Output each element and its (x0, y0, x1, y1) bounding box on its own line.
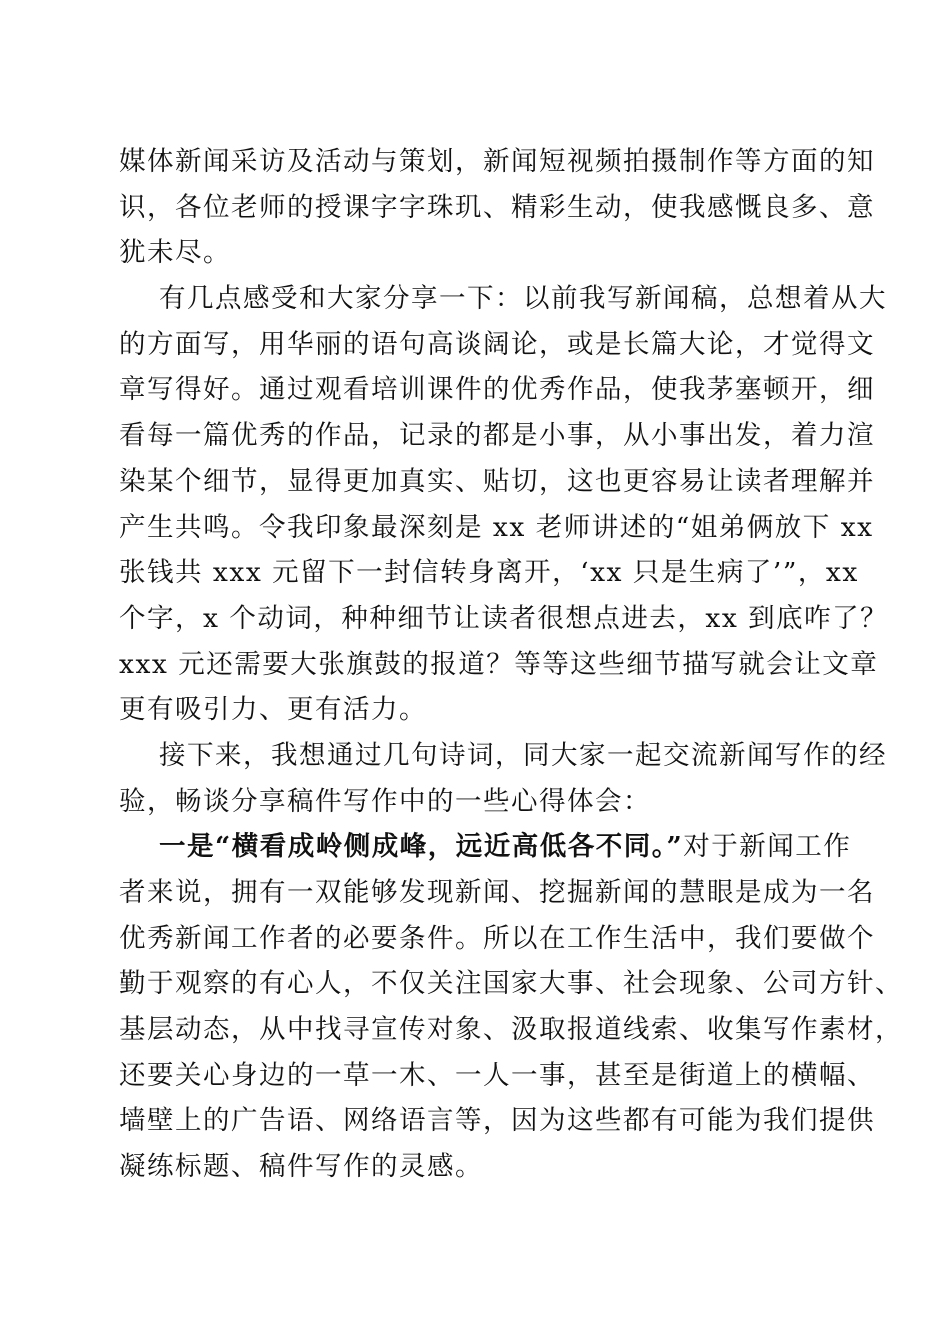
section-heading-bold: 一是“横看成岭侧成峰，远近高低各不同。” (159, 831, 684, 863)
paragraph-start-line: 接下来，我想通过几句诗词，同大家一起交流新闻写作的经 (159, 739, 887, 771)
text-line: 的方面写，用华丽的语句高谈阔论，或是长篇大论，才觉得文 (119, 328, 875, 360)
section-heading-rest: 对于新闻工作 (683, 831, 852, 863)
text-line: 张钱共 xxx 元留下一封信转身离开，‘xx 只是生病了’”，xx (119, 557, 859, 589)
text-line: 更有吸引力、更有活力。 (119, 694, 427, 726)
text-line: 章写得好。通过观看培训课件的优秀作品，使我茅塞顿开，细 (119, 374, 875, 406)
text-line: 基层动态，从中找寻宣传对象、汲取报道线索、收集写作素材， (119, 1014, 903, 1046)
text-line: 看每一篇优秀的作品，记录的都是小事，从小事出发，着力渲 (119, 420, 875, 452)
text-line: 优秀新闻工作者的必要条件。所以在工作生活中，我们要做个 (119, 922, 875, 954)
text-line: 者来说，拥有一双能够发现新闻、挖掘新闻的慧眼是成为一名 (119, 877, 875, 908)
text-line: 识，各位老师的授课字字珠玑、精彩生动，使我感慨良多、意 (119, 191, 875, 223)
text-line: 犹未尽。 (119, 237, 231, 269)
text-line: 验，畅谈分享稿件写作中的一些心得体会： (119, 785, 651, 817)
text-line: 染某个细节，显得更加真实、贴切，这也更容易让读者理解并 (119, 465, 875, 497)
text-line: 产生共鸣。令我印象最深刻是 xx 老师讲述的“姐弟俩放下 xx (119, 511, 874, 543)
text-line: xxx 元还需要大张旗鼓的报道？等等这些细节描写就会让文章 (119, 648, 879, 680)
text-line: 还要关心身边的一草一木、一人一事，甚至是街道上的横幅、 (119, 1059, 875, 1091)
paragraph-start-line: 有几点感受和大家分享一下：以前我写新闻稿，总想着从大 (159, 283, 887, 315)
section-heading-line (119, 824, 852, 870)
text-line: 墙壁上的广告语、网络语言等，因为这些都有可能为我们提供 (119, 1105, 875, 1137)
text-line: 个字，x 个动词，种种细节让读者很想点进去，xx 到底咋了？ (119, 602, 889, 634)
text-line: 勤于观察的有心人，不仅关注国家大事、社会现象、公司方针、 (119, 968, 903, 1000)
body-text (119, 139, 903, 1190)
text-line: 凝练标题、稿件写作的灵感。 (119, 1151, 483, 1183)
text-line: 媒体新闻采访及活动与策划，新闻短视频拍摄制作等方面的知 (119, 146, 875, 177)
